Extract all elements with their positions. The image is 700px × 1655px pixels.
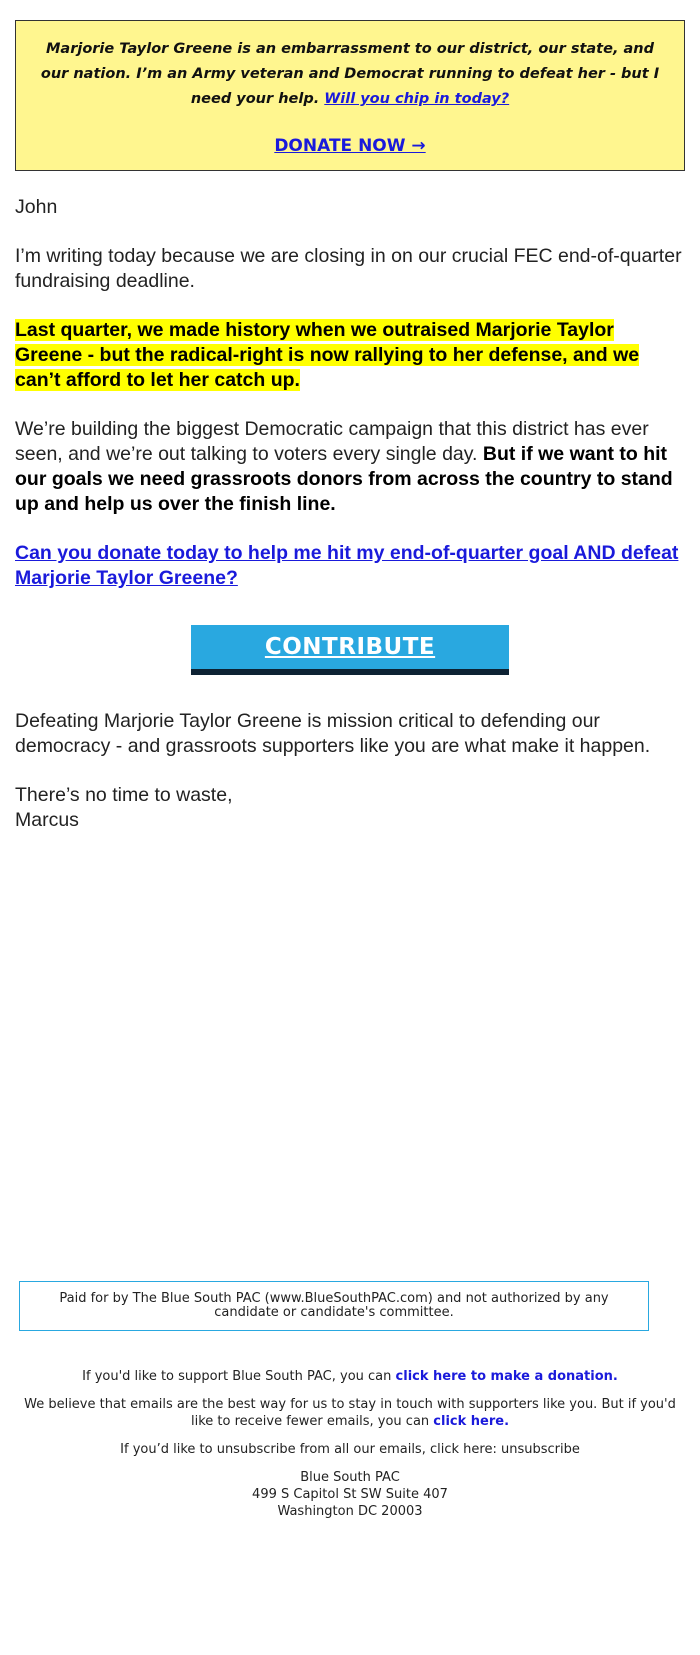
top-banner xyxy=(15,20,685,171)
contribute-row xyxy=(15,625,685,675)
banner-text xyxy=(32,37,668,112)
support-line xyxy=(15,1368,685,1385)
contribute-button[interactable]: CONTRIBUTE xyxy=(191,625,509,675)
paragraph-deadline: I’m writing today because we are closing in on our crucial FEC end-of-quarter fundraising deadline. xyxy=(15,245,682,292)
campaign-bold-text: But if we want to hit our goals we need grassroots donors from across the country to stand up and help us over the finish line. xyxy=(15,443,673,515)
campaign-text: We’re building the biggest Democratic campaign that this district has ever seen, and we’re out talking to voters every single day. xyxy=(15,418,649,465)
signoff: There’s no time to waste, xyxy=(15,784,233,806)
unsubscribe-text: If you’d like to unsubscribe from all our emails, click here: xyxy=(120,1442,497,1457)
footer xyxy=(15,1368,685,1520)
fewer-emails-link[interactable]: click here. xyxy=(433,1414,510,1429)
banner-message: Marjorie Taylor Greene is an embarrassment to our district, our state, and our nation. I’m an Army veteran and Democrat running to defeat her - but I need your help. xyxy=(40,41,660,107)
paragraph-campaign xyxy=(15,417,685,517)
address-city: Washington DC 20003 xyxy=(277,1504,423,1519)
support-text: If you'd like to support Blue South PAC, you can xyxy=(82,1369,392,1384)
unsubscribe-link[interactable]: unsubscribe xyxy=(500,1442,580,1457)
signoff-block xyxy=(15,783,685,833)
paragraph-cta xyxy=(15,541,685,591)
paragraph-mission: Defeating Marjorie Taylor Greene is mission critical to defending our democracy - and grassroots supporters like you are what make it happen. xyxy=(15,710,651,757)
highlighted-text: Last quarter, we made history when we outraised Marjorie Taylor Greene - but the radical-right is now rallying to her defense, and we can’t afford to let her catch up. xyxy=(15,319,640,391)
address-street: 499 S Capitol St SW Suite 407 xyxy=(252,1487,448,1502)
make-donation-link[interactable]: click here to make a donation. xyxy=(395,1369,618,1384)
chip-in-link[interactable]: Will you chip in today? xyxy=(324,91,510,107)
email-body xyxy=(0,20,700,833)
address-org: Blue South PAC xyxy=(300,1470,400,1485)
paid-for-disclaimer: Paid for by The Blue South PAC (www.BlueSouthPAC.com) and not authorized by any candidate or candidate's committee. xyxy=(19,1281,649,1331)
unsubscribe-line xyxy=(15,1441,685,1458)
salutation: John xyxy=(15,196,58,218)
mailing-address xyxy=(15,1469,685,1520)
fewer-emails-text: We believe that emails are the best way for us to stay in touch with supporters like you. But if you'd like to receive fewer emails, you can xyxy=(24,1397,676,1429)
paragraph-history xyxy=(15,318,685,393)
donate-now-link[interactable]: DONATE NOW → xyxy=(274,136,426,156)
fewer-emails-line xyxy=(15,1396,685,1430)
signature: Marcus xyxy=(15,809,79,831)
donate-today-link[interactable]: Can you donate today to help me hit my end-of-quarter goal AND defeat Marjorie Taylor Greene? xyxy=(15,542,679,589)
